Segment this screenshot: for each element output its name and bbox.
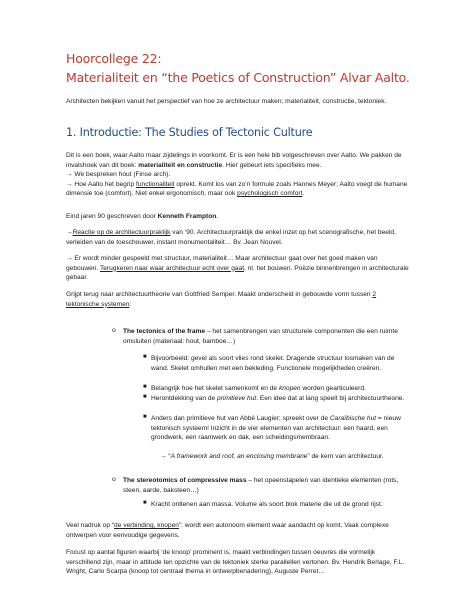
underlined-text: functionaliteit (136, 180, 175, 188)
text: → Er wordt minder gespeeld met structuur, materialiteit… Maar architectuur gaat over het goed maken van gebouwen. (66, 255, 378, 272)
circle-bullet-icon: o (112, 327, 116, 334)
text: Herontdekking van de (151, 395, 216, 402)
text: Dit is een boek, waar Aalto maar zijdelings in voorkomt. Er is een hele bib volgeschreven over Aalto. We pakken de invalshoek van dit boek: (66, 152, 402, 169)
section-heading: 1. Introductie: The Studies of Tectonic Culture (66, 126, 313, 139)
list-item-mass (123, 476, 411, 495)
text: Eind jaren 90 geschreven door (66, 213, 156, 220)
italic-text: knopen (278, 385, 301, 392)
text: . Een idee dat al lang speelt bij architectuurtheorie. (256, 395, 405, 402)
text: Grijpt terug naar architectuurtheorie van Gottfried Semper. Maakt onderscheid in gebouwde vorm tussen (66, 291, 371, 298)
sub-item-2 (151, 384, 411, 394)
lecture-subtitle: Materialiteit en “the Poetics of Construction” Alvar Aalto. (66, 70, 410, 85)
text: . Hier gebeurt iets specifieks mee. (222, 161, 322, 169)
paragraph-3 (66, 228, 410, 247)
sub-item-3 (151, 394, 411, 404)
underlined-text: 2 tektonische systemen (66, 291, 377, 308)
sub-item-1: Bijvoorbeeld: gevel als soort vlies rond skelet. Dragende structuur losmaken van de wand. Skelet omhullen met een bekleding. Functionele mogelijkheden creëren. (151, 355, 395, 372)
text: . (216, 213, 219, 220)
paragraph-7: Focust op aantal figuren waarbij ‘de knoop’ prominent is, maakt verbindingen tussen oeuvres die vormelijk verschillend zijn, maar in attitude ten opzichte van de tektoniek sterke parallellen vertonen. Bv. Hendrik Berlage, F.L. Wright, Carlo Scarpa (knoop tot centraal thema in ontwerpbenadering), Auguste Perret… (66, 549, 405, 576)
bold-text: The tectonics of the frame (123, 328, 206, 335)
intro-paragraph: Architecten bekijken vanuit het perspectief van hoe ze architectuur maken; materialiteit, constructie, tektoniek. (66, 98, 387, 105)
underlined-text: de verbinding, knopen (114, 522, 179, 529)
arrow-icon: → (66, 229, 73, 236)
paragraph-2 (66, 212, 410, 222)
square-bullet-icon: ■ (143, 414, 147, 420)
text: van ‘90. Architectuurpraktijk die enkel inzet op het scenografische, het beeld, verleiden van de toeschouwer, instant monumentaliteit… Bv. Jean Nouvel. (66, 229, 396, 246)
paragraph-5 (66, 290, 410, 309)
text: Anders dan primitieve hut van Abbé Laugier; spreekt over de (151, 415, 329, 422)
paragraph-4 (66, 254, 410, 283)
circle-bullet-icon: o (112, 476, 116, 483)
text: Veel nadruk op “ (66, 522, 115, 529)
square-bullet-icon: ■ (143, 384, 147, 390)
italic-text: primitieve hut (217, 395, 257, 402)
text: → We bespreken hout (Finse arch). (66, 171, 171, 179)
text: , nl. het bouwen. Poëzie binnenbrengen in architecturale gebaar. (66, 264, 409, 282)
paragraph-1 (66, 151, 410, 199)
list-item-frame (123, 327, 411, 346)
square-bullet-icon: ■ (143, 500, 147, 506)
italic-text: Caraïbische hut (329, 415, 377, 422)
sub-item-mass-1: Kracht ontlenen aan massa. Volume als soort blok materie die uit de grond rijst. (151, 501, 383, 508)
text: = nieuw tektonisch systeem! Inzicht in de vier elementen van architectuur: een haard, een grondwerk, een raamwerk en dak, een scheidingsmembraan. (151, 415, 401, 442)
bold-text: Kenneth Frampton (157, 213, 217, 220)
underlined-text: Reactie op de architectuurpraktijk (72, 229, 171, 236)
square-bullet-icon: ■ (143, 394, 147, 400)
text: → Hoe Aalto het begrip (66, 180, 135, 188)
text: – het samenbrengen van structurele componenten die een ruimte omsluiten (materiaal: hout, bamboe…) (123, 328, 398, 345)
text: ”: wordt een autonoom element waar aandacht op komt. Vaak complexe ontwerpen voor eenvoudige gegevens. (66, 522, 389, 539)
text: → “ (160, 453, 171, 460)
text: Belangrijk hoe het skelet samenkomt en de (151, 385, 278, 392)
text: oprekt. Komt los van zo’n formule zoals Hannes Meyer; Aalto voegt de humane dimensie toe (comfort). Niet enkel ergonomisch, maar ook (66, 180, 408, 198)
sub-item-4 (151, 414, 411, 443)
bold-text: materialiteit en constructie (138, 161, 223, 169)
text: . (302, 190, 305, 198)
paragraph-6 (66, 521, 410, 540)
lecture-title: Hoorcollege 22: (66, 51, 162, 66)
underlined-text: Terugkeren naar waar architectuur echt over gaat (99, 264, 245, 272)
underlined-text: psychologisch comfort (237, 190, 303, 198)
sub-item-4-arrow (160, 452, 411, 462)
text: ” de kern van architectuur. (307, 453, 384, 460)
square-bullet-icon: ■ (143, 354, 147, 360)
italic-text: A framework and roof, an enclosing membrane (170, 453, 308, 460)
text: worden gearticuleerd. (302, 385, 366, 392)
text: : (129, 300, 132, 308)
bold-text: The stereotomics of compressive mass (123, 477, 247, 484)
text: – het opeenstapelen van identieke elementen (rots, steen, aarde, baksteen…) (123, 477, 399, 494)
